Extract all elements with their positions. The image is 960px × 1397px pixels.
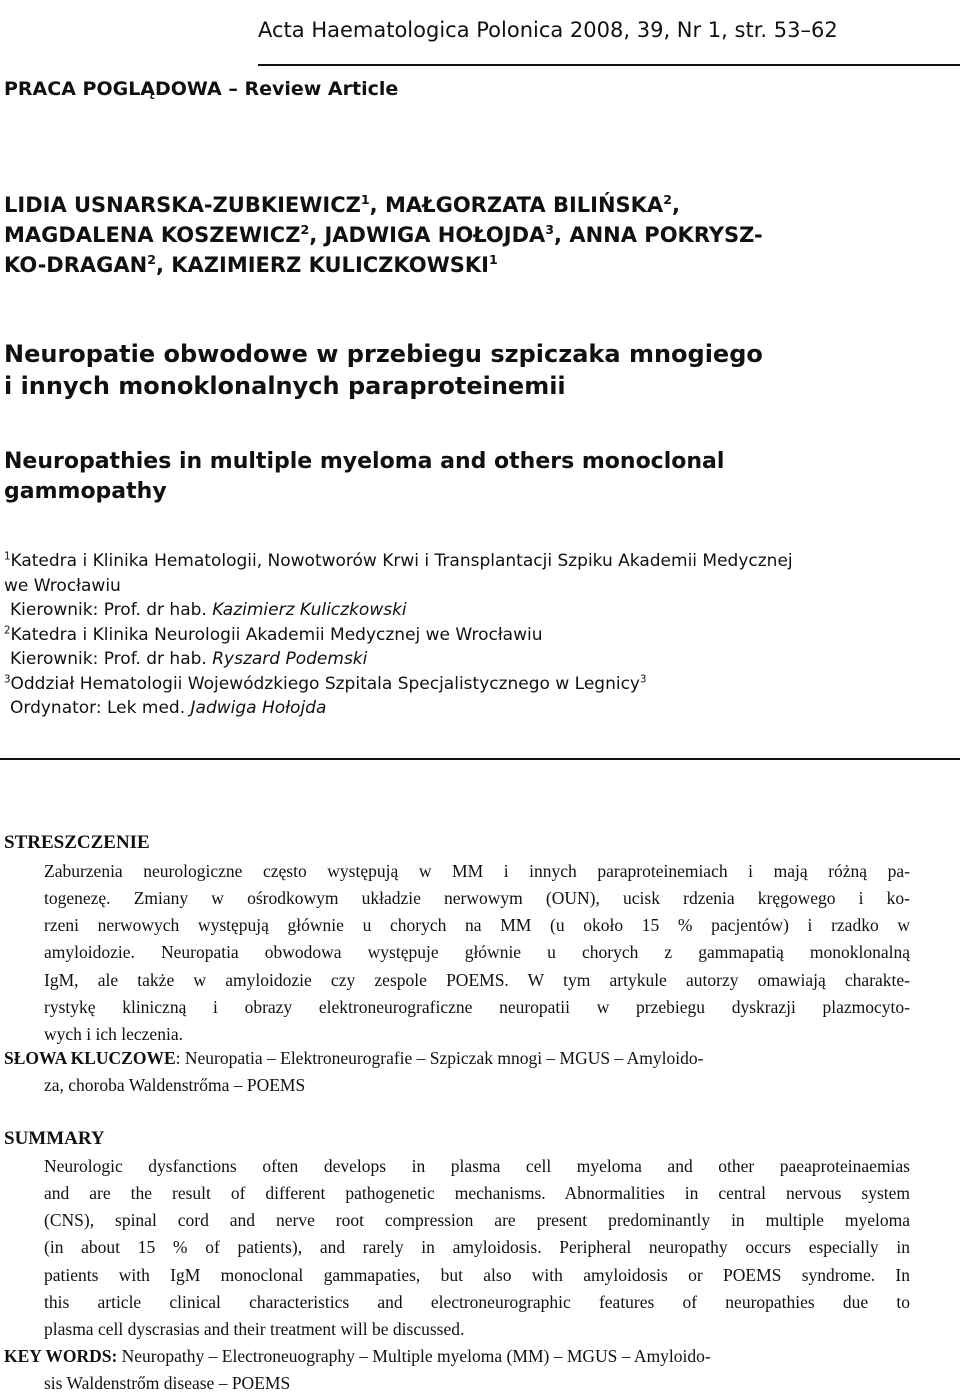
affiliations <box>4 549 793 721</box>
streszczenie-heading: STRESZCZENIE <box>4 832 150 853</box>
affiliation-2-head <box>4 647 793 672</box>
title-line: gammopathy <box>4 479 167 504</box>
summary-body <box>44 1153 910 1343</box>
affiliation-marker: 3 <box>4 673 11 685</box>
text-line: rystykę kliniczną i obrazy elektroneurograficzne neuropatii w przebiegu dyskrazji plazmocyto- <box>44 996 910 1017</box>
header-rule <box>258 64 960 66</box>
head-label: Kierownik: Prof. dr hab. <box>10 649 213 669</box>
affiliation-1-cont: we Wrocławiu <box>4 575 121 596</box>
head-label: Kierownik: Prof. dr hab. <box>10 600 213 620</box>
text-line: IgM, ale także w amyloidozie czy zespole POEMS. W tym artykule autorzy omawiają charakte- <box>44 969 910 990</box>
keywords-text: : Neuropatia – Elektroneurografie – Szpiczak mnogi – MGUS – Amyloido- <box>175 1048 704 1068</box>
summary-heading: SUMMARY <box>4 1128 105 1149</box>
author-line <box>4 250 763 280</box>
affiliation-2 <box>4 623 793 648</box>
head-label: Ordynator: Lek med. <box>10 698 191 718</box>
head-name: Kazimierz Kuliczkowski <box>212 600 407 620</box>
affiliation-1-head <box>4 598 793 623</box>
title-polish <box>4 338 763 402</box>
title-line: Neuropathies in multiple myeloma and others monoclonal <box>4 449 725 474</box>
separator: , <box>671 193 680 217</box>
text-line: Zaburzenia neurologiczne często występują w MM i innych paraproteinemiach i mają różną pa- <box>44 861 910 881</box>
text-line: togenezę. Zmiany w ośrodkowym układzie nerwowym (OUN), ucisk rdzenia kręgowego i ko- <box>44 888 910 909</box>
title-english <box>4 447 724 507</box>
text-line: plasma cell dyscrasias and their treatment will be discussed. <box>44 1318 465 1339</box>
affiliation-3 <box>4 672 793 697</box>
keywords-line: za, choroba Waldenstrőma – POEMS <box>44 1075 306 1096</box>
key-words <box>4 1343 910 1397</box>
keywords-line: sis Waldenstrőm disease – POEMS <box>44 1373 291 1394</box>
author-name: MAGDALENA KOSZEWICZ <box>4 223 301 247</box>
affiliation-1 <box>4 549 793 574</box>
author-name: KO-DRAGAN <box>4 253 148 277</box>
affiliation-text: Oddział Hematologii Wojewódzkiego Szpitala Specjalistycznego w Legnicy <box>10 673 640 694</box>
section-rule <box>0 758 960 760</box>
author-name: , MAŁGORZATA BILIŃSKA <box>369 193 664 217</box>
head-name: Ryszard Podemski <box>212 649 368 669</box>
affiliation-text: Katedra i Klinika Hematologii, Nowotworów Krwi i Transplantacji Szpiku Akademii Medycznej <box>10 551 793 571</box>
author-list <box>4 190 763 280</box>
keywords-label: SŁOWA KLUCZOWE <box>4 1048 176 1068</box>
author-name: LIDIA USNARSKA-ZUBKIEWICZ <box>4 193 361 217</box>
author-name: , JADWIGA HOŁOJDA <box>309 223 546 247</box>
affiliation-marker: 2 <box>4 624 11 636</box>
text-line: patients with IgM monoclonal gammapaties, but also with amyloidosis or POEMS syndrome. In <box>44 1264 910 1285</box>
journal-citation: Acta Haematologica Polonica 2008, 39, Nr 1, str. 53–62 <box>258 18 838 42</box>
text-line: wych i ich leczenia. <box>44 1023 183 1044</box>
keywords-line <box>4 1045 910 1072</box>
affiliation-marker: 2 <box>300 221 310 237</box>
affiliation-marker: 3 <box>639 673 647 685</box>
author-line <box>4 190 763 220</box>
affiliation-marker: 3 <box>545 221 555 237</box>
author-line <box>4 220 763 250</box>
affiliation-text: Katedra i Klinika Neurologii Akademii Medycznej we Wrocławiu <box>10 624 543 645</box>
author-name: , ANNA POKRYSZ- <box>554 223 763 247</box>
keywords-line <box>4 1343 910 1370</box>
text-line: (in about 15 % of patients), and rarely in amyloidosis. Peripheral neuropathy occurs especially in <box>44 1237 910 1258</box>
affiliation-marker: 2 <box>147 251 156 267</box>
text-line: and are the result of different pathogenetic mechanisms. Abnormalities in central nervous system <box>44 1183 910 1204</box>
text-line: amyloidozie. Neuropatia obwodowa występuje głównie u chorych z gammapatią monoklonalną <box>44 942 910 963</box>
affiliation-marker: 2 <box>663 191 672 207</box>
text-line: (CNS), spinal cord and nerve root compression are present predominantly in multiple myeloma <box>44 1210 910 1231</box>
text-line: rzeni nerwowych występują głównie u chorych na MM (u około 15 % pacjentów) i rzadko w <box>44 915 910 936</box>
affiliation-marker: 1 <box>488 251 498 267</box>
title-line: i innych monoklonalnych paraproteinemii <box>4 372 566 400</box>
affiliation-marker: 1 <box>4 551 11 563</box>
head-name: Jadwiga Hołojda <box>190 698 327 718</box>
text-line: Neurologic dysfanctions often develops in plasma cell myeloma and other paeaproteinaemias <box>44 1156 910 1176</box>
keywords-text: Neuropathy – Electroneuography – Multiple myeloma (MM) – MGUS – Amyloido- <box>117 1346 711 1366</box>
affiliation-3-head <box>4 696 793 721</box>
streszczenie-body <box>44 858 910 1048</box>
slowa-kluczowe <box>4 1045 910 1099</box>
keywords-label: KEY WORDS: <box>4 1346 118 1366</box>
title-line: Neuropatie obwodowe w przebiegu szpiczaka mnogiego <box>4 340 763 368</box>
text-line: this article clinical characteristics and electroneurographic features of neuropathies due to <box>44 1291 910 1312</box>
article-category: PRACA POGLĄDOWA – Review Article <box>4 78 399 100</box>
author-name: , KAZIMIERZ KULICZKOWSKI <box>155 253 489 277</box>
affiliation-marker: 1 <box>360 191 370 207</box>
